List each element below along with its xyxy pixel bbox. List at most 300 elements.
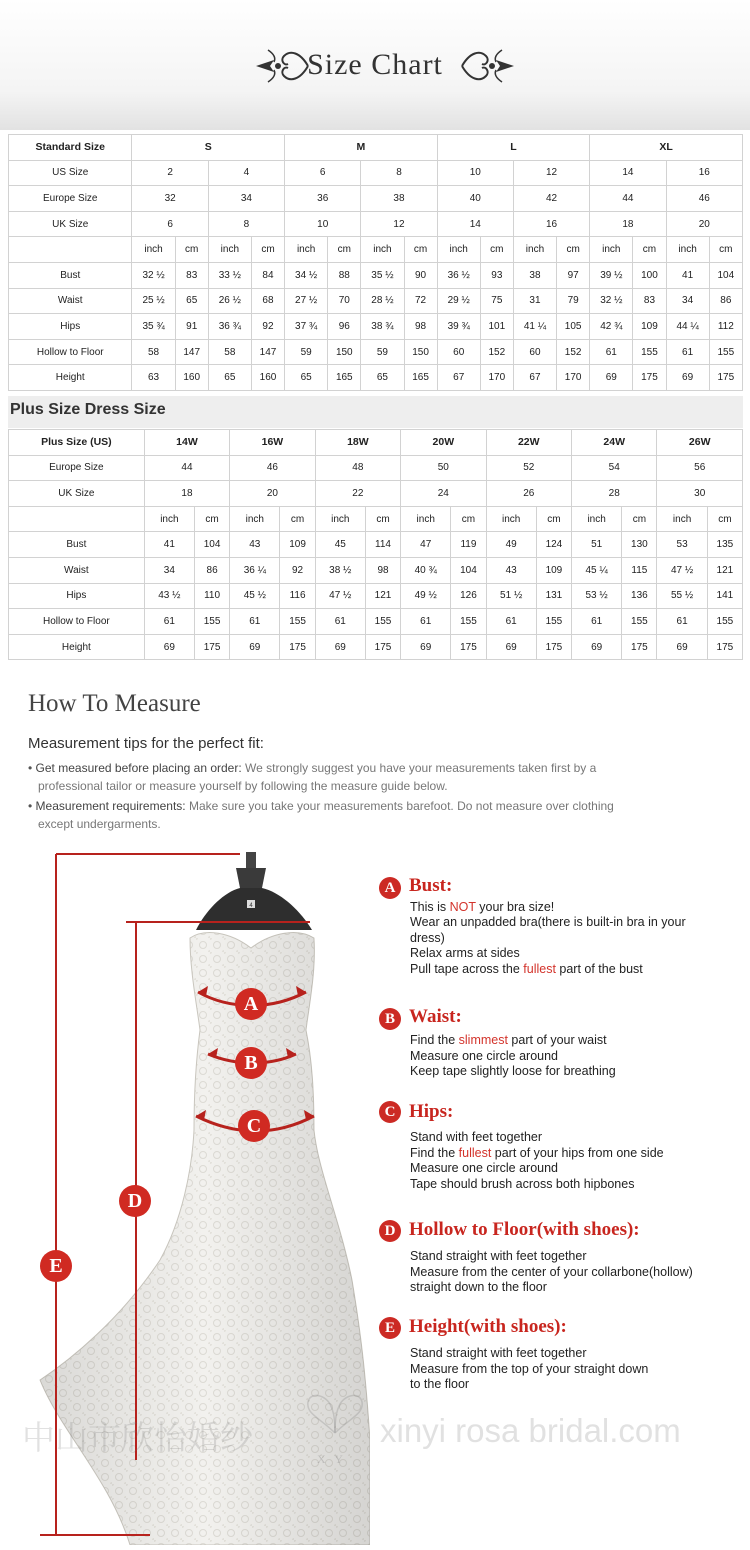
cell: 50 xyxy=(401,455,486,481)
right-flourish-icon xyxy=(458,44,520,88)
bust-badge: A xyxy=(379,877,401,899)
cell: 32 ½ xyxy=(132,262,175,288)
cell: 155 xyxy=(622,609,657,635)
row-label: Hips xyxy=(9,583,145,609)
cell: 53 ½ xyxy=(572,583,622,609)
cell: 27 ½ xyxy=(285,288,328,314)
cell: 61 xyxy=(657,609,707,635)
hips-title: Hips: xyxy=(409,1101,454,1122)
cell: 18 xyxy=(144,481,229,507)
watermark-monogram: X Y xyxy=(317,1452,346,1466)
row-label: US Size xyxy=(9,160,132,186)
text: Find the xyxy=(410,1033,459,1047)
tip-label: Get measured before placing an order: xyxy=(35,761,242,775)
cell: 63 xyxy=(132,365,175,391)
cell: 84 xyxy=(251,262,284,288)
cell: 33 ½ xyxy=(208,262,251,288)
cell: 35 ¾ xyxy=(132,314,175,340)
unit-inch: inch xyxy=(437,237,480,263)
text: Find the xyxy=(410,1146,459,1160)
size-24w: 24W xyxy=(572,430,657,456)
cell: 52 xyxy=(486,455,571,481)
height-line-2: Measure from the top of your straight down xyxy=(410,1362,649,1376)
cell: 155 xyxy=(280,609,315,635)
badge-c: C xyxy=(238,1110,270,1142)
cell: 46 xyxy=(666,186,742,212)
cell: 92 xyxy=(251,314,284,340)
size-18w: 18W xyxy=(315,430,400,456)
unit-cm: cm xyxy=(175,237,208,263)
bust-line-5 xyxy=(410,962,643,976)
cell: 109 xyxy=(536,557,571,583)
size-group-l: L xyxy=(437,135,590,161)
cell: 60 xyxy=(437,339,480,365)
cell: 45 ½ xyxy=(230,583,280,609)
cell: 38 xyxy=(513,262,556,288)
cell: 45 ¼ xyxy=(572,557,622,583)
cell: 69 xyxy=(401,634,451,660)
cell: 24 xyxy=(401,481,486,507)
cell: 59 xyxy=(285,339,328,365)
cell: 104 xyxy=(709,262,742,288)
cell: 67 xyxy=(513,365,556,391)
cell: 28 xyxy=(572,481,657,507)
cell: 109 xyxy=(280,532,315,558)
waist-line-2: Measure one circle around xyxy=(410,1049,558,1063)
cell: 36 ½ xyxy=(437,262,480,288)
cell: 41 ¼ xyxy=(513,314,556,340)
cell: 69 xyxy=(486,634,536,660)
height-line-1: Stand straight with feet together xyxy=(410,1346,587,1360)
bust-line-3: dress) xyxy=(410,931,445,945)
cell: 98 xyxy=(365,557,400,583)
unit-cm: cm xyxy=(451,506,486,532)
badge-d: D xyxy=(119,1185,151,1217)
cell: 155 xyxy=(365,609,400,635)
cell: 83 xyxy=(633,288,666,314)
cell: 147 xyxy=(251,339,284,365)
table-row xyxy=(9,288,743,314)
cell: 69 xyxy=(572,634,622,660)
table-row xyxy=(9,609,743,635)
size-14w: 14W xyxy=(144,430,229,456)
cell: 44 xyxy=(590,186,666,212)
cell: 61 xyxy=(144,609,194,635)
cell: 6 xyxy=(285,160,361,186)
text: This is xyxy=(410,900,450,914)
hips-badge: C xyxy=(379,1101,401,1123)
cell: 38 ¾ xyxy=(361,314,404,340)
cell: 51 ½ xyxy=(486,583,536,609)
cell: 105 xyxy=(557,314,590,340)
unit-inch: inch xyxy=(132,237,175,263)
cell: 20 xyxy=(666,211,742,237)
highlight: slimmest xyxy=(458,1033,508,1047)
cell: 44 ¼ xyxy=(666,314,709,340)
cell: 56 xyxy=(657,455,743,481)
unit-inch: inch xyxy=(486,506,536,532)
unit-cm: cm xyxy=(280,506,315,532)
cell: 34 xyxy=(144,557,194,583)
cell: 65 xyxy=(361,365,404,391)
unit-cm: cm xyxy=(328,237,361,263)
unit-inch: inch xyxy=(657,506,707,532)
cell: 65 xyxy=(208,365,251,391)
cell: 97 xyxy=(557,262,590,288)
row-label: Height xyxy=(9,365,132,391)
size-group-xl: XL xyxy=(590,135,743,161)
unit-cm: cm xyxy=(195,506,230,532)
cell: 60 xyxy=(513,339,556,365)
waist-badge: B xyxy=(379,1008,401,1030)
cell: 51 xyxy=(572,532,622,558)
cell: 47 ½ xyxy=(657,557,707,583)
bust-line-4: Relax arms at sides xyxy=(410,946,520,960)
cell: 96 xyxy=(328,314,361,340)
cell: 79 xyxy=(557,288,590,314)
cell: 6 xyxy=(132,211,208,237)
cell: 136 xyxy=(622,583,657,609)
cell: 16 xyxy=(513,211,589,237)
cell: 155 xyxy=(536,609,571,635)
cell: 130 xyxy=(622,532,657,558)
watermark-en: xinyi rosa bridal.com xyxy=(380,1412,681,1449)
cell: 61 xyxy=(230,609,280,635)
row-label: Hollow to Floor xyxy=(9,339,132,365)
cell: 175 xyxy=(709,365,742,391)
cell: 61 xyxy=(666,339,709,365)
cell: 98 xyxy=(404,314,437,340)
cell: 155 xyxy=(451,609,486,635)
cell: 25 ½ xyxy=(132,288,175,314)
cell: 152 xyxy=(480,339,513,365)
cell: 47 ½ xyxy=(315,583,365,609)
cell: 75 xyxy=(480,288,513,314)
cell: 69 xyxy=(230,634,280,660)
cell: 8 xyxy=(208,211,284,237)
cell: 44 xyxy=(144,455,229,481)
standard-size-table xyxy=(8,134,743,391)
cell: 43 xyxy=(486,557,536,583)
cell: 40 ¾ xyxy=(401,557,451,583)
cell: 135 xyxy=(707,532,742,558)
cell: 92 xyxy=(280,557,315,583)
cell: 26 xyxy=(486,481,571,507)
cell: 175 xyxy=(633,365,666,391)
cell: 14 xyxy=(437,211,513,237)
cell: 31 xyxy=(513,288,556,314)
size-20w: 20W xyxy=(401,430,486,456)
cell: 121 xyxy=(707,557,742,583)
cell: 86 xyxy=(195,557,230,583)
cell: 150 xyxy=(404,339,437,365)
cell: 69 xyxy=(590,365,633,391)
row-label: Hollow to Floor xyxy=(9,609,145,635)
cell: 28 ½ xyxy=(361,288,404,314)
cell: 26 ½ xyxy=(208,288,251,314)
table-row xyxy=(9,634,743,660)
row-label: Europe Size xyxy=(9,186,132,212)
tips-heading: Measurement tips for the perfect fit: xyxy=(28,735,264,752)
cell: 69 xyxy=(144,634,194,660)
cell: 59 xyxy=(361,339,404,365)
cell: 16 xyxy=(666,160,742,186)
cell: 8 xyxy=(361,160,437,186)
unit-cm: cm xyxy=(251,237,284,263)
row-label: Bust xyxy=(9,262,132,288)
cell: 93 xyxy=(480,262,513,288)
height-title: Height(with shoes): xyxy=(409,1316,567,1337)
cell: 150 xyxy=(328,339,361,365)
cell: 69 xyxy=(666,365,709,391)
cell: 36 xyxy=(285,186,361,212)
cell: 53 xyxy=(657,532,707,558)
cell: 39 ½ xyxy=(590,262,633,288)
size-group-s: S xyxy=(132,135,285,161)
cell: 114 xyxy=(365,532,400,558)
cell: 155 xyxy=(633,339,666,365)
table-row xyxy=(9,339,743,365)
cell: 42 ¾ xyxy=(590,314,633,340)
row-label: Waist xyxy=(9,557,145,583)
watermark-cn: 中山市欣怡婚纱 xyxy=(22,1419,253,1456)
cell: 69 xyxy=(657,634,707,660)
row-label: Hips xyxy=(9,314,132,340)
table-row xyxy=(9,314,743,340)
cell: 126 xyxy=(451,583,486,609)
row-label: Height xyxy=(9,634,145,660)
cell: 160 xyxy=(251,365,284,391)
hips-line-4: Tape should brush across both hipbones xyxy=(410,1177,635,1191)
unit-inch: inch xyxy=(666,237,709,263)
cell: 147 xyxy=(175,339,208,365)
waist-line-1 xyxy=(410,1033,607,1047)
row-label: UK Size xyxy=(9,211,132,237)
cell: 22 xyxy=(315,481,400,507)
hips-line-2 xyxy=(410,1146,664,1160)
cell: 67 xyxy=(437,365,480,391)
cell: 141 xyxy=(707,583,742,609)
cell: 68 xyxy=(251,288,284,314)
cell: 4 xyxy=(208,160,284,186)
cell: 65 xyxy=(285,365,328,391)
cell: 30 xyxy=(657,481,743,507)
corner-label: Standard Size xyxy=(9,135,132,161)
table-row xyxy=(9,557,743,583)
cell: 101 xyxy=(480,314,513,340)
tip-get-measured xyxy=(28,759,678,795)
table-row xyxy=(9,186,743,212)
unit-inch: inch xyxy=(361,237,404,263)
cell: 110 xyxy=(195,583,230,609)
table-row xyxy=(9,430,743,456)
table-row xyxy=(9,237,743,263)
cell: 49 xyxy=(486,532,536,558)
cell: 42 xyxy=(513,186,589,212)
unit-inch: inch xyxy=(230,506,280,532)
cell: 55 ½ xyxy=(657,583,707,609)
cell: 112 xyxy=(709,314,742,340)
cell: 12 xyxy=(361,211,437,237)
cell: 54 xyxy=(572,455,657,481)
cell: 121 xyxy=(365,583,400,609)
table-row xyxy=(9,532,743,558)
tip-label: Measurement requirements: xyxy=(35,799,186,813)
cell: 91 xyxy=(175,314,208,340)
size-group-m: M xyxy=(285,135,438,161)
plus-size-title: Plus Size Dress Size xyxy=(10,401,166,418)
cell: 47 xyxy=(401,532,451,558)
cell: 40 xyxy=(437,186,513,212)
row-label: Waist xyxy=(9,288,132,314)
bust-line-2: Wear an unpadded bra(there is built-in bra in your xyxy=(410,915,686,929)
highlight: NOT xyxy=(449,900,476,914)
cell: 46 xyxy=(230,455,315,481)
cell: 36 ¼ xyxy=(230,557,280,583)
cell: 109 xyxy=(633,314,666,340)
size-22w: 22W xyxy=(486,430,571,456)
cell: 32 xyxy=(132,186,208,212)
badge-b: B xyxy=(235,1047,267,1079)
cell: 90 xyxy=(404,262,437,288)
tip-text: except undergarments. xyxy=(38,817,161,831)
cell: 175 xyxy=(707,634,742,660)
hollow-badge: D xyxy=(379,1220,401,1242)
cell: 12 xyxy=(513,160,589,186)
cell: 49 ½ xyxy=(401,583,451,609)
cell: 10 xyxy=(437,160,513,186)
badge-a: A xyxy=(235,988,267,1020)
cell: 39 ¾ xyxy=(437,314,480,340)
cell: 61 xyxy=(315,609,365,635)
cell: 124 xyxy=(536,532,571,558)
hollow-title: Hollow to Floor(with shoes): xyxy=(409,1219,640,1240)
unit-inch: inch xyxy=(590,237,633,263)
highlight: fullest xyxy=(458,1146,492,1160)
cell xyxy=(9,506,145,532)
cell: 61 xyxy=(590,339,633,365)
cell: 14 xyxy=(590,160,666,186)
cell: 2 xyxy=(132,160,208,186)
bust-line-1 xyxy=(410,900,554,914)
row-label: Bust xyxy=(9,532,145,558)
bullet: • xyxy=(28,761,33,775)
hips-line-1: Stand with feet together xyxy=(410,1130,543,1144)
text: part of the bust xyxy=(555,962,643,976)
unit-inch: inch xyxy=(144,506,194,532)
cell: 65 xyxy=(175,288,208,314)
unit-inch: inch xyxy=(208,237,251,263)
table-row xyxy=(9,455,743,481)
cell: 18 xyxy=(590,211,666,237)
badge-e: E xyxy=(40,1250,72,1282)
cell: 38 xyxy=(361,186,437,212)
tip-requirements xyxy=(28,797,678,833)
height-badge: E xyxy=(379,1317,401,1339)
how-to-measure-title: How To Measure xyxy=(28,690,201,717)
unit-cm: cm xyxy=(709,237,742,263)
unit-inch: inch xyxy=(401,506,451,532)
cell: 72 xyxy=(404,288,437,314)
cell: 104 xyxy=(451,557,486,583)
cell: 175 xyxy=(451,634,486,660)
waist-line-3: Keep tape slightly loose for breathing xyxy=(410,1064,616,1078)
waist-title: Waist: xyxy=(409,1006,462,1027)
size-26w: 26W xyxy=(657,430,743,456)
cell: 70 xyxy=(328,288,361,314)
cell: 69 xyxy=(315,634,365,660)
cell: 58 xyxy=(208,339,251,365)
cell: 119 xyxy=(451,532,486,558)
page-title: Size Chart xyxy=(307,48,443,81)
cell: 83 xyxy=(175,262,208,288)
cell: 34 xyxy=(666,288,709,314)
hollow-line-2: Measure from the center of your collarbone(hollow) xyxy=(410,1265,693,1279)
cell: 88 xyxy=(328,262,361,288)
unit-inch: inch xyxy=(285,237,328,263)
tip-text: professional tailor or measure yourself by following the measure guide below. xyxy=(38,779,448,793)
text: Pull tape across the xyxy=(410,962,524,976)
table-row xyxy=(9,211,743,237)
plus-size-table xyxy=(8,429,743,660)
cell: 38 ½ xyxy=(315,557,365,583)
cell: 43 ½ xyxy=(144,583,194,609)
unit-inch: inch xyxy=(315,506,365,532)
unit-cm: cm xyxy=(622,506,657,532)
height-line-3: to the floor xyxy=(410,1377,470,1391)
cell: 86 xyxy=(709,288,742,314)
watermark-logo-icon xyxy=(300,1388,370,1438)
highlight: fullest xyxy=(523,962,556,976)
cell: 116 xyxy=(280,583,315,609)
text: part of your hips from one side xyxy=(491,1146,664,1160)
cell: 170 xyxy=(480,365,513,391)
cell: 34 ½ xyxy=(285,262,328,288)
cell: 165 xyxy=(404,365,437,391)
cell: 41 xyxy=(666,262,709,288)
cell: 170 xyxy=(557,365,590,391)
cell: 36 ¾ xyxy=(208,314,251,340)
table-row xyxy=(9,506,743,532)
text: your bra size! xyxy=(475,900,555,914)
hollow-line-3: straight down to the floor xyxy=(410,1280,547,1294)
cell: 61 xyxy=(401,609,451,635)
cell: 175 xyxy=(536,634,571,660)
table-row xyxy=(9,262,743,288)
unit-cm: cm xyxy=(557,237,590,263)
cell: 100 xyxy=(633,262,666,288)
hips-line-3: Measure one circle around xyxy=(410,1161,558,1175)
cell: 32 ½ xyxy=(590,288,633,314)
table-row xyxy=(9,365,743,391)
bust-title: Bust: xyxy=(409,875,453,896)
cell: 34 xyxy=(208,186,284,212)
cell: 41 xyxy=(144,532,194,558)
hollow-line-1: Stand straight with feet together xyxy=(410,1249,587,1263)
cell: 61 xyxy=(572,609,622,635)
unit-cm: cm xyxy=(536,506,571,532)
cell: 131 xyxy=(536,583,571,609)
cell: 29 ½ xyxy=(437,288,480,314)
form-tag: 4 xyxy=(249,903,253,909)
unit-inch: inch xyxy=(513,237,556,263)
cell: 155 xyxy=(709,339,742,365)
unit-cm: cm xyxy=(404,237,437,263)
unit-cm: cm xyxy=(365,506,400,532)
cell: 165 xyxy=(328,365,361,391)
unit-cm: cm xyxy=(633,237,666,263)
table-row xyxy=(9,135,743,161)
